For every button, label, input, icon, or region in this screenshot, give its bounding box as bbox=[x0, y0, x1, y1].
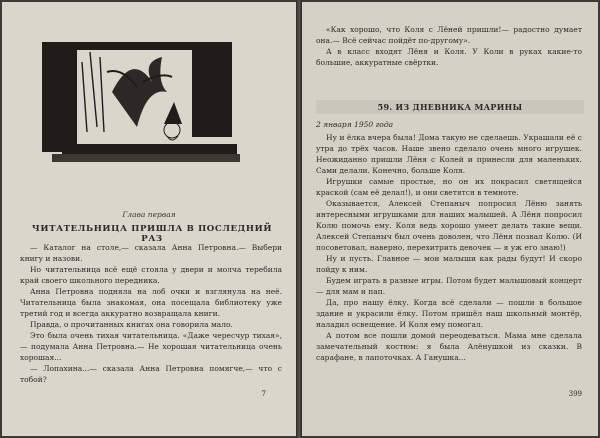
paragraph: «Как хорошо, что Коля с Лёней пришли!— радостно думает она.— Всё сейчас пойдёт по-другому». bbox=[316, 25, 582, 45]
paragraph: Анна Петровна подняла на лоб очки и взглянула на неё. Читательница была знакомая, она посещала библиотеку уже третий год и всегда аккуратно возвращала книги. bbox=[20, 287, 282, 318]
chapter-illustration bbox=[42, 32, 242, 172]
entry-date: 2 января 1950 года bbox=[316, 120, 394, 129]
right-page-text bbox=[316, 132, 582, 363]
paragraph: Но читательница всё ещё стояла у двери и молча теребила край своего школьного передника. bbox=[20, 265, 282, 285]
paragraph: Ну и ёлка вчера была! Дома такую не сделаешь. Украшали её с утра до трёх часов. Наше звено сделало очень много игрушек. Неожиданно пришли Лёня с Колей и принесли для маленьких. Сами делали. Конечно, больше Коля. bbox=[316, 133, 582, 175]
paragraph: Оказывается, Алексей Степаныч попросил Лёню занять интересными игрушками для наших малышей. А Лёня попросил Колю помочь ему. Коля ведь хорошо умеет делать такие вещи. Алексей Степаныч был очень доволен, что Лёня позвал Колю. (И посоветовал, наверно, перехитрить девочек — я уж его знаю!) bbox=[316, 199, 582, 252]
page-number: 399 bbox=[568, 390, 582, 398]
page-number: 7 bbox=[261, 390, 266, 398]
paragraph: А в класс входят Лёня и Коля. У Коли в руках какие-то большие, аккуратные свёртки. bbox=[316, 47, 582, 67]
right-page bbox=[302, 2, 598, 436]
left-page bbox=[2, 2, 296, 436]
paragraph: Игрушки самые простые, но он их покрасил светящейся краской (сам её делал!), и они светятся в темноте. bbox=[316, 177, 582, 197]
paragraph: — Каталог на столе,— сказала Анна Петровна.— Выбери книгу и назови. bbox=[20, 243, 282, 263]
chapter-title: ЧИТАТЕЛЬНИЦА ПРИШЛА В ПОСЛЕДНИЙ РАЗ bbox=[31, 224, 273, 244]
paragraph: А потом все пошли домой переодеваться. Мама мне сделала замечательный костюм: я была Алёнушкой из сказки. В сарафане, в лапоточках. А Ганушка... bbox=[316, 331, 582, 362]
paragraph: Это была очень тихая читательница. «Даже чересчур тихая»,— подумала Анна Петровна.— Не хорошая читательница очень хорошая... bbox=[20, 331, 282, 362]
right-page-top-text bbox=[316, 24, 582, 68]
paragraph: Правда, о прочитанных книгах она говорила мало. bbox=[30, 320, 233, 329]
section-heading: 59. ИЗ ДНЕВНИКА МАРИНЫ bbox=[316, 100, 584, 114]
paragraph: Ну и пусть. Главное — мои малыши как рады будут! И скоро пойду к ним. bbox=[316, 254, 582, 274]
left-page-text bbox=[20, 242, 282, 385]
paragraph: Будем играть в разные игры. Потом будет малышовый концерт — для мам и пап. bbox=[316, 276, 582, 296]
paragraph: Да, про нашу ёлку. Когда всё сделали — пошли в большое здание и украсили ёлку. Потом пришёл наш школьный монтёр, наладил освещение. И Коля ему помогал. bbox=[316, 298, 582, 329]
paragraph: — Лопахина...— сказала Анна Петровна помягче,— что с тобой? bbox=[20, 364, 282, 384]
chapter-label: Глава первая bbox=[122, 210, 176, 219]
